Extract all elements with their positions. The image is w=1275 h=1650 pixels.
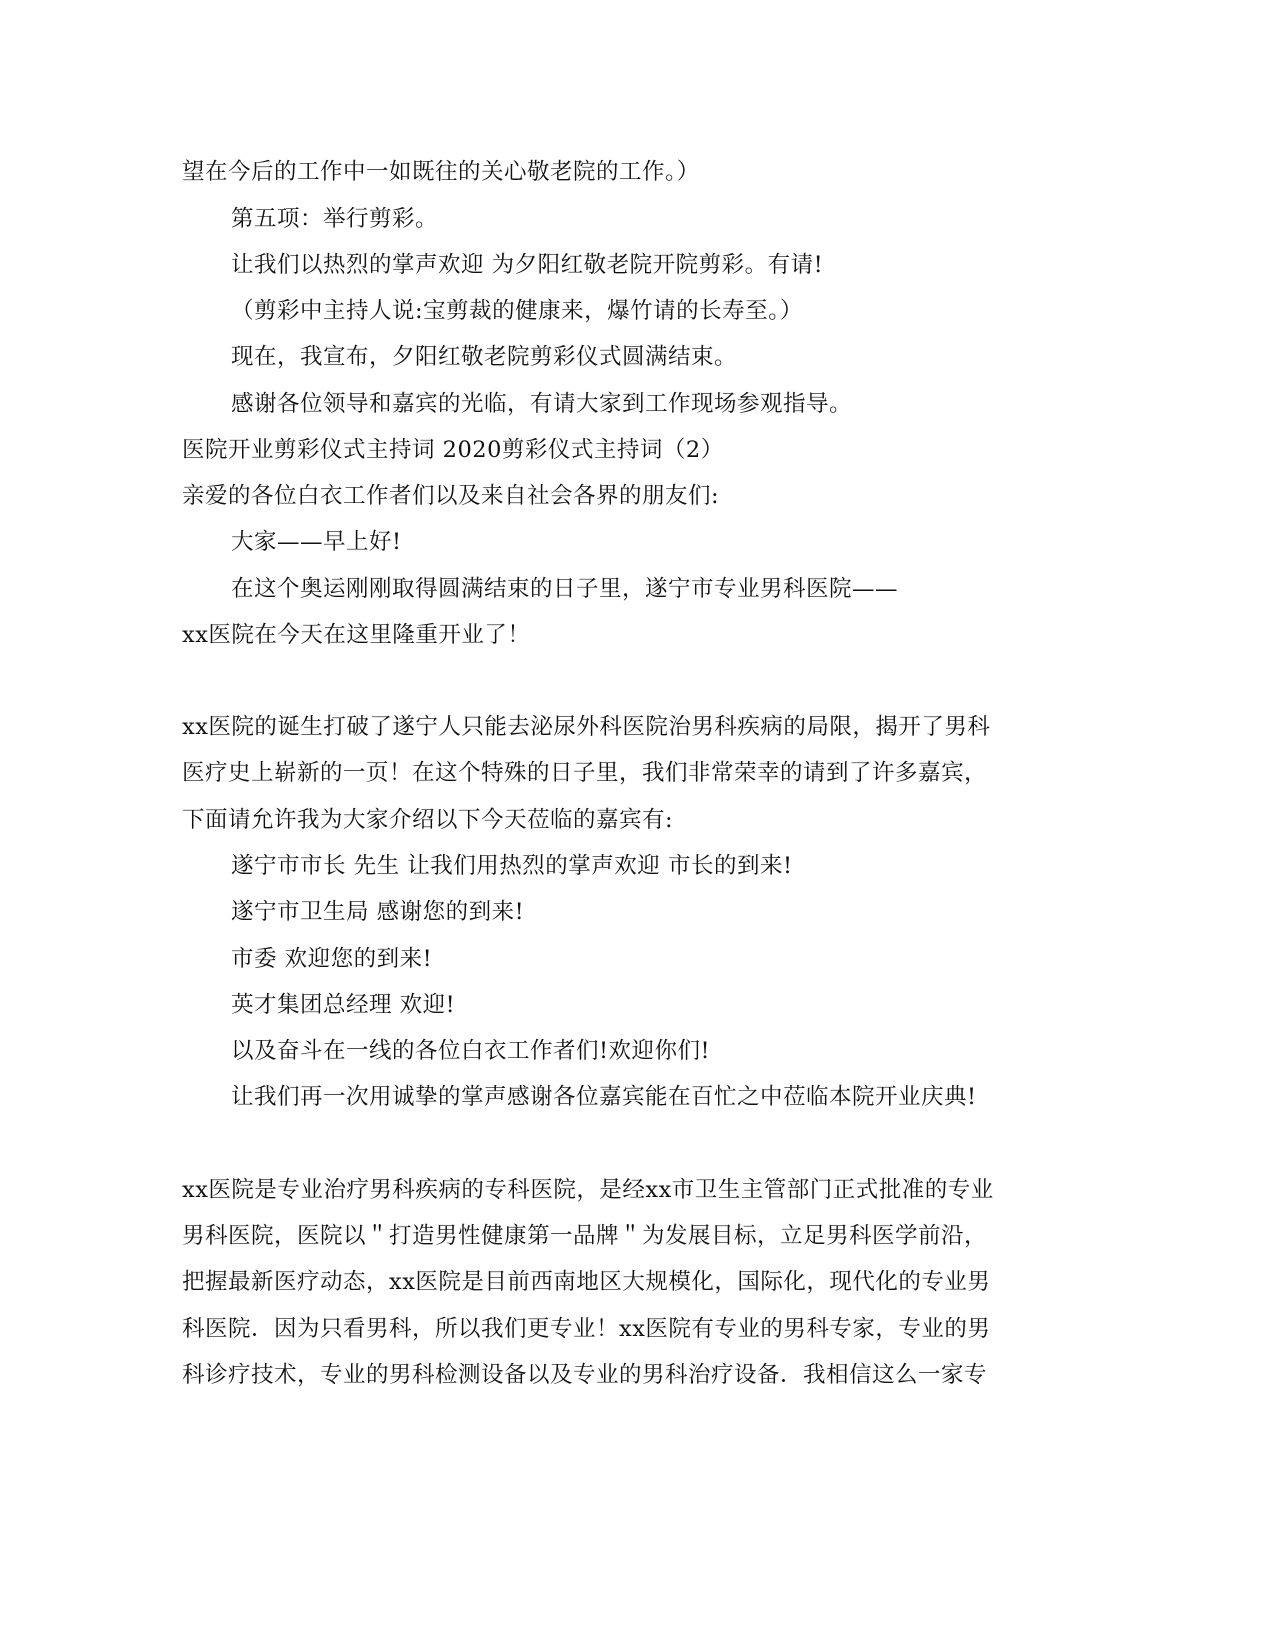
text-line: xx医院的诞生打破了遂宁人只能去泌尿外科医院治男科疾病的局限，揭开了男科 (182, 714, 991, 740)
text-line: 让我们再一次用诚挚的掌声感谢各位嘉宾能在百忙之中莅临本院开业庆典! (231, 1084, 977, 1110)
text-line: 大家——早上好! (231, 529, 402, 555)
text-line: xx医院在今天在这里隆重开业了！ (182, 622, 531, 648)
text-line: 亲爱的各位白衣工作者们以及来自社会各界的朋友们: (182, 483, 720, 509)
text-line: 把握最新医疗动态，xx医院是目前西南地区大规模化，国际化，现代化的专业男 (182, 1269, 991, 1295)
text-line: 科医院．因为只看男科，所以我们更专业！xx医院有专业的男科专家，专业的男 (182, 1316, 991, 1342)
text-line: 在这个奥运刚刚取得圆满结束的日子里，遂宁市专业男科医院—— (231, 576, 899, 602)
text-line: 感谢各位领导和嘉宾的光临，有请大家到工作现场参观指导。 (231, 391, 853, 417)
text-line: 现在，我宣布，夕阳红敬老院剪彩仪式圆满结束。 (231, 344, 738, 370)
text-line: 医疗史上崭新的一页！在这个特殊的日子里，我们非常荣幸的请到了许多嘉宾， (182, 760, 988, 786)
text-line: 第五项：举行剪彩。 (231, 206, 439, 232)
text-line: （剪彩中主持人说:宝剪裁的健康来，爆竹请的长寿至。） (231, 298, 803, 324)
text-line: 望在今后的工作中一如既往的关心敬老院的工作。） (182, 159, 700, 185)
text-line: 男科医院，医院以＂打造男性健康第一品牌＂为发展目标，立足男科医学前沿， (182, 1223, 988, 1249)
text-line: 科诊疗技术，专业的男科检测设备以及专业的男科治疗设备．我相信这么一家专 (182, 1362, 988, 1388)
text-line: 以及奋斗在一线的各位白衣工作者们!欢迎你们! (231, 1038, 711, 1064)
text-line: 下面请允许我为大家介绍以下今天莅临的嘉宾有: (182, 807, 674, 833)
text-line: 英才集团总经理 欢迎! (231, 992, 456, 1018)
section-heading: 医院开业剪彩仪式主持词 2020剪彩仪式主持词（2） (182, 437, 724, 463)
text-line: 让我们以热烈的掌声欢迎 为夕阳红敬老院开院剪彩。有请! (231, 252, 824, 278)
text-line: 遂宁市市长 先生 让我们用热烈的掌声欢迎 市长的到来! (231, 853, 793, 879)
text-line: 市委 欢迎您的到来! (231, 946, 433, 972)
text-line: xx医院是专业治疗男科疾病的专科医院，是经xx市卫生主管部门正式批准的专业 (182, 1177, 994, 1203)
text-line: 遂宁市卫生局 感谢您的到来! (231, 899, 525, 925)
